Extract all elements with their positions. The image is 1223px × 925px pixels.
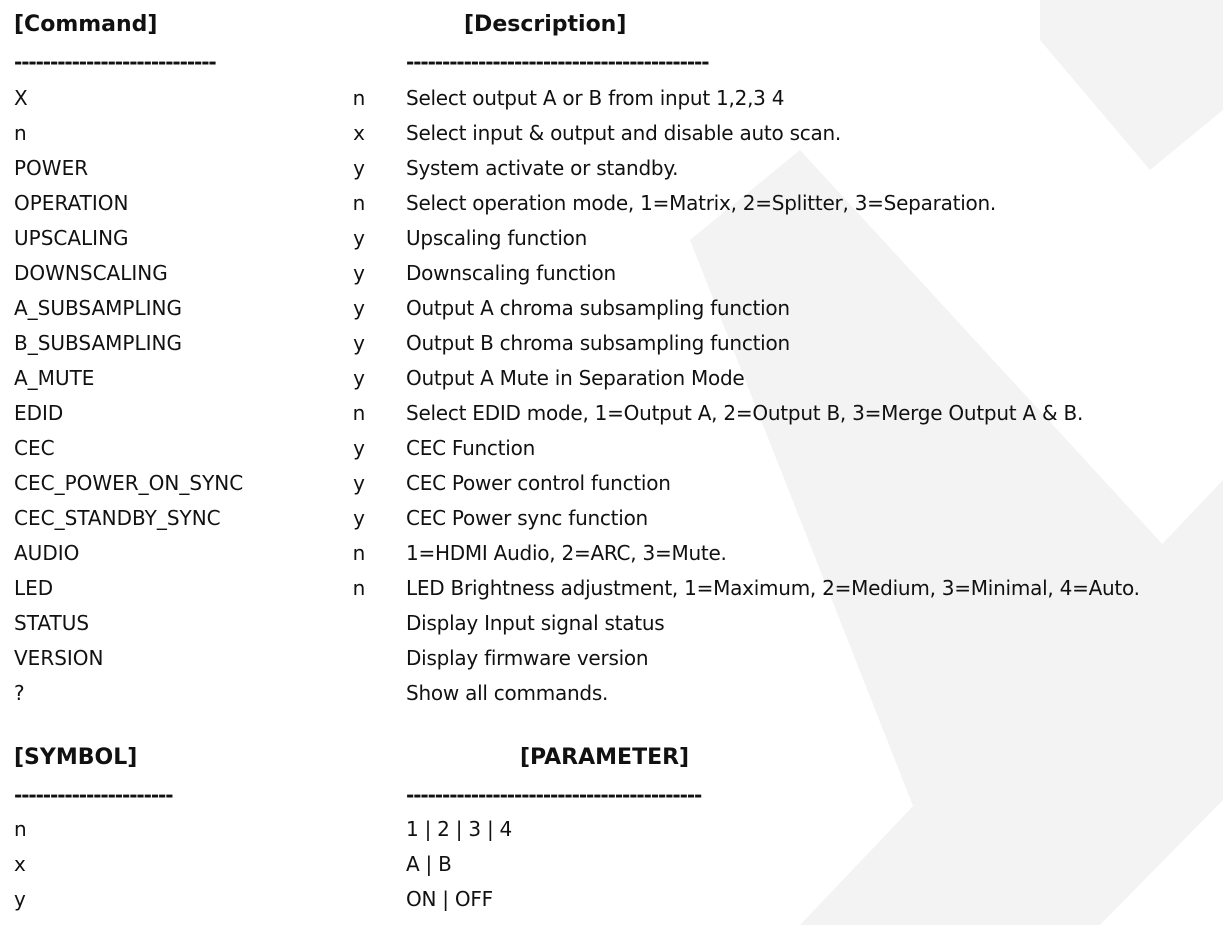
symbol-name: y [14,887,26,911]
command-row [14,574,1219,609]
command-name: EDID [14,401,64,425]
symbol-parameter: 1 | 2 | 3 | 4 [406,817,513,841]
symbol-row [14,885,1219,920]
command-name: A_SUBSAMPLING [14,296,182,320]
divider-parameter: ----------------------------------------- [406,783,702,807]
command-symbol: y [353,366,365,390]
command-symbol: y [353,331,365,355]
header-command: [Command] [14,12,158,37]
command-symbol: n [352,191,366,215]
command-name: n [14,121,27,145]
command-symbol: n [352,541,366,565]
divider-description: ------------------------------------------ [406,50,709,74]
command-name: A_MUTE [14,366,95,390]
command-name: STATUS [14,611,90,635]
command-description: LED Brightness adjustment, 1=Maximum, 2=Medium, 3=Minimal, 4=Auto. [406,576,1140,600]
command-row [14,679,1219,714]
command-name: CEC_POWER_ON_SYNC [14,471,244,495]
command-symbol: y [353,436,365,460]
command-row [14,469,1219,504]
command-name: AUDIO [14,541,80,565]
command-description: Select EDID mode, 1=Output A, 2=Output B, 3=Merge Output A & B. [406,401,1084,425]
command-description: Output B chroma subsampling function [406,331,790,355]
command-row [14,504,1219,539]
divider-command: ---------------------------- [14,50,216,74]
symbol-parameter: A | B [406,852,452,876]
divider-symbol: ---------------------- [14,783,173,807]
command-symbol: y [353,471,365,495]
command-symbol: y [353,156,365,180]
command-description: CEC Function [406,436,535,460]
command-row [14,154,1219,189]
command-description: Select operation mode, 1=Matrix, 2=Splitter, 3=Separation. [406,191,997,215]
header-description: [Description] [464,12,627,37]
command-name: CEC [14,436,55,460]
command-row [14,119,1219,154]
command-description: Show all commands. [406,681,609,705]
command-symbol: y [353,296,365,320]
command-name: VERSION [14,646,104,670]
command-description: Select output A or B from input 1,2,3 4 [406,86,785,110]
command-description: Output A chroma subsampling function [406,296,790,320]
command-row [14,259,1219,294]
command-name: CEC_STANDBY_SYNC [14,506,221,530]
command-name: X [14,86,28,110]
symbol-parameter: ON | OFF [406,887,493,911]
command-name: UPSCALING [14,226,129,250]
command-symbol: x [353,121,365,145]
command-row [14,539,1219,574]
symbol-row [14,815,1219,850]
symbol-name: x [14,852,26,876]
command-name: DOWNSCALING [14,261,168,285]
command-description: CEC Power sync function [406,506,648,530]
command-name: ? [14,681,25,705]
header-parameter: [PARAMETER] [520,745,690,770]
command-row [14,84,1219,119]
command-description: System activate or standby. [406,156,679,180]
command-name: B_SUBSAMPLING [14,331,182,355]
command-row [14,399,1219,434]
command-description: Output A Mute in Separation Mode [406,366,745,390]
header-symbol: [SYMBOL] [14,745,138,770]
command-row [14,609,1219,644]
command-description: 1=HDMI Audio, 2=ARC, 3=Mute. [406,541,727,565]
command-symbol: n [352,576,366,600]
command-row [14,329,1219,364]
command-name: POWER [14,156,89,180]
symbol-name: n [14,817,27,841]
command-description: CEC Power control function [406,471,671,495]
command-description: Display firmware version [406,646,649,670]
command-row [14,189,1219,224]
command-symbol: y [353,506,365,530]
command-symbol: y [353,226,365,250]
command-row [14,434,1219,469]
command-symbol: n [352,86,366,110]
command-symbol: y [353,261,365,285]
command-description: Display Input signal status [406,611,665,635]
command-row [14,224,1219,259]
command-description: Select input & output and disable auto scan. [406,121,842,145]
command-name: OPERATION [14,191,129,215]
command-row [14,644,1219,679]
command-description: Downscaling function [406,261,616,285]
command-symbol: n [352,401,366,425]
command-row [14,364,1219,399]
symbol-row [14,850,1219,885]
command-row [14,294,1219,329]
command-name: LED [14,576,54,600]
command-description: Upscaling function [406,226,588,250]
